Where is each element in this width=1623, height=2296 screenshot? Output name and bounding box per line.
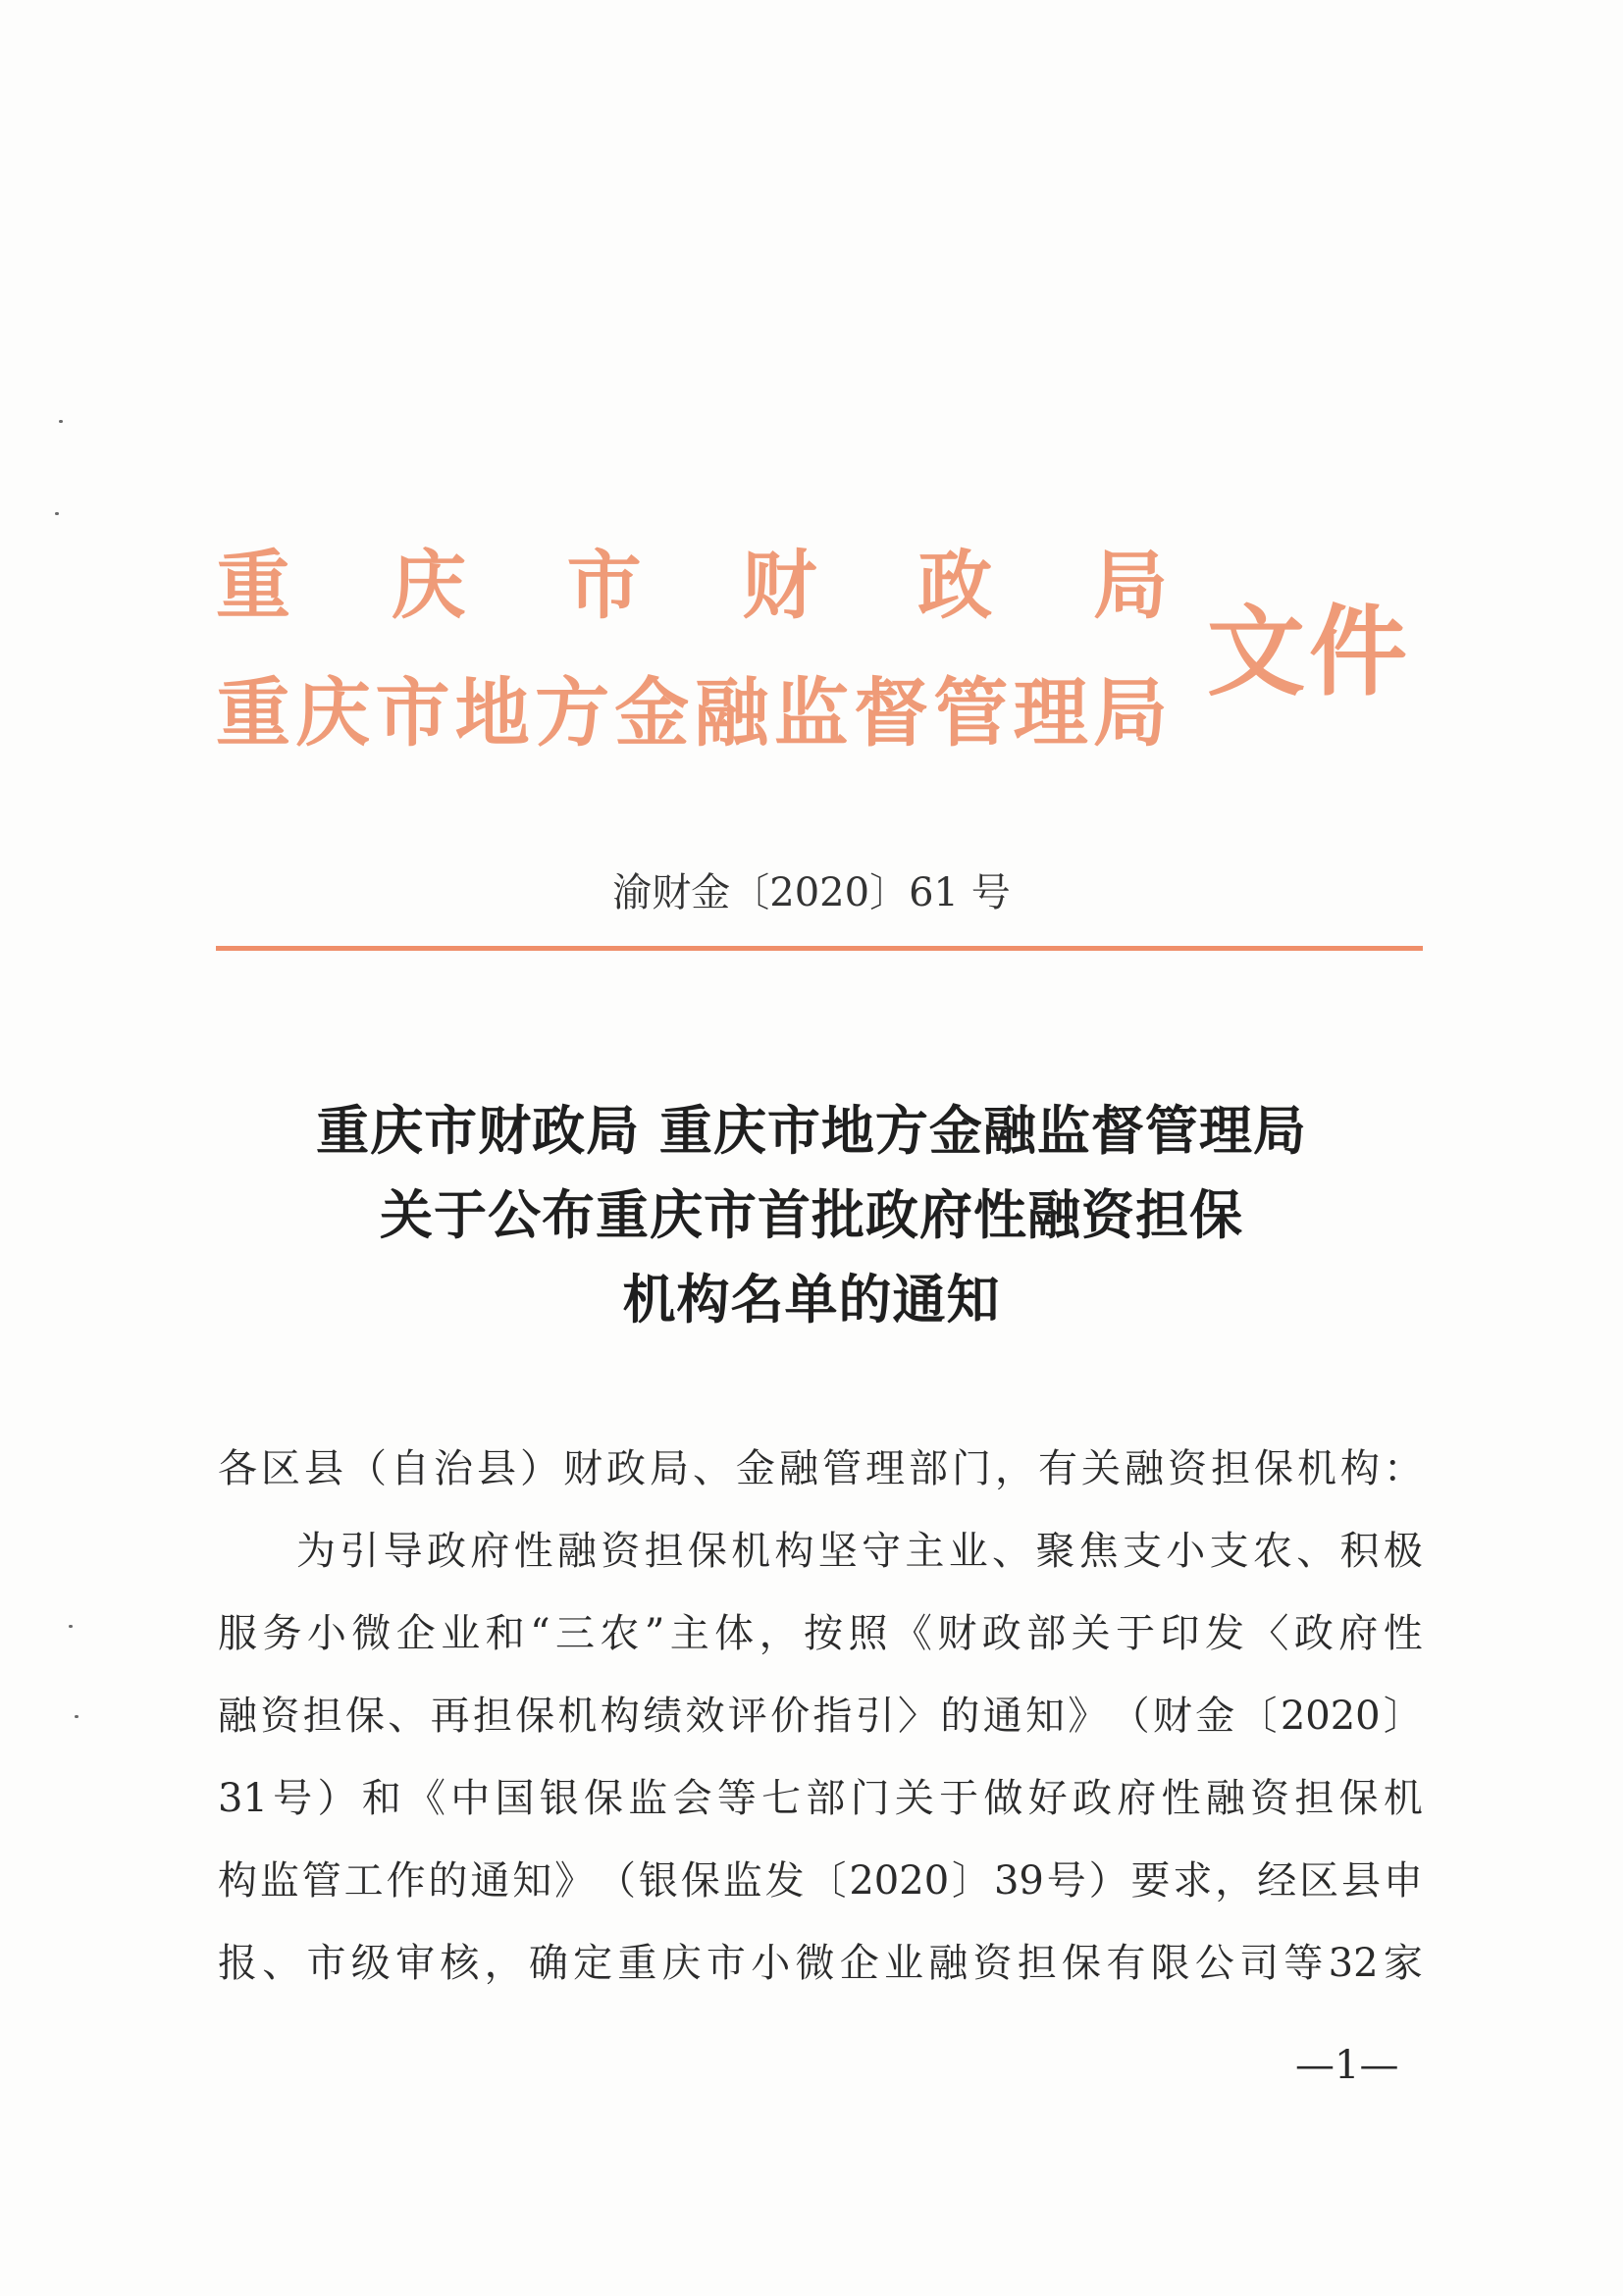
issuer-name-financial-regulation-bureau — [216, 669, 1168, 757]
text-char: 、 — [262, 1941, 302, 1986]
text-char: ” — [644, 1611, 665, 1656]
text-char: 》 — [554, 1858, 595, 1904]
text-char: 经 — [1257, 1858, 1297, 1904]
scan-speck — [55, 512, 59, 515]
text-char: ） — [1088, 1858, 1128, 1904]
text-char: 要 — [1130, 1858, 1171, 1904]
text-char: 号 — [1046, 1858, 1086, 1904]
text-char: 限 — [1150, 1941, 1190, 1986]
text-char: 监 — [628, 1776, 668, 1821]
text-char: 发 — [1204, 1611, 1244, 1656]
paragraph-line — [218, 1687, 1423, 1746]
text-char: 企 — [839, 1941, 879, 1986]
text-char: 会 — [672, 1776, 712, 1821]
text-char: 局 — [650, 1446, 689, 1491]
scan-speck — [59, 420, 63, 423]
text-char: 财 — [1152, 1694, 1192, 1739]
document-label-wenjian: 文件 — [1207, 594, 1411, 709]
text-char: 导 — [383, 1529, 423, 1574]
text-char: 担 — [472, 1694, 512, 1739]
text-char: 担 — [1211, 1446, 1250, 1491]
text-char: 为 — [296, 1529, 336, 1574]
text-char: 财 — [937, 1611, 977, 1656]
text-char: 引 — [340, 1529, 380, 1574]
text-char: 构 — [218, 1858, 257, 1904]
text-char: 业 — [441, 1611, 481, 1656]
text-char: 资 — [1250, 1776, 1290, 1821]
text-char: ， — [1215, 1858, 1255, 1904]
title-line-1: 重庆市财政局 重庆市地方金融监督管理局 — [316, 1099, 1307, 1162]
text-char: 和 — [361, 1776, 401, 1821]
text-char: 融 — [1205, 1776, 1245, 1821]
text-char: 做 — [983, 1776, 1023, 1821]
issuer-char: 融 — [694, 669, 769, 757]
text-char: 性 — [1383, 1611, 1423, 1656]
text-char: 保 — [687, 1529, 727, 1574]
text-char: 金 — [1195, 1694, 1235, 1739]
text-char: 积 — [1339, 1529, 1380, 1574]
text-char: 2020 — [849, 1858, 950, 1904]
title-line-3: 机构名单的通知 — [622, 1268, 1001, 1331]
text-char: 政 — [426, 1529, 466, 1574]
text-char: 政 — [606, 1446, 646, 1491]
text-char: 的 — [428, 1858, 468, 1904]
text-char: 府 — [1117, 1776, 1157, 1821]
text-char: 关 — [1081, 1446, 1121, 1491]
issuer-char: 方 — [535, 669, 610, 757]
text-char: 作 — [386, 1858, 426, 1904]
text-char: 保 — [584, 1776, 624, 1821]
text-char: 31 — [218, 1776, 268, 1821]
text-char: 《 — [892, 1611, 932, 1656]
text-char: 保 — [515, 1694, 555, 1739]
text-char: 、 — [1296, 1529, 1336, 1574]
text-char: 关 — [1071, 1611, 1111, 1656]
text-char: 监 — [722, 1858, 762, 1904]
text-char: 于 — [939, 1776, 979, 1821]
text-char: 有 — [1038, 1446, 1077, 1491]
text-char: 融 — [556, 1529, 597, 1574]
text-char: 申 — [1383, 1858, 1423, 1904]
text-char: 构 — [1340, 1446, 1380, 1491]
text-char: 保 — [1254, 1446, 1293, 1491]
salutation — [218, 1439, 1423, 1498]
text-char: 业 — [883, 1941, 923, 1986]
text-char: 保 — [1338, 1776, 1379, 1821]
text-char: 资 — [1168, 1446, 1207, 1491]
text-char: 中 — [450, 1776, 491, 1821]
text-char: 门 — [952, 1446, 991, 1491]
text-char: 指 — [812, 1694, 853, 1739]
text-char: 评 — [727, 1694, 767, 1739]
issuer-char: 重 — [216, 669, 290, 757]
text-char: 小 — [1166, 1529, 1206, 1574]
text-char: 坚 — [817, 1529, 858, 1574]
text-char: 有 — [1106, 1941, 1146, 1986]
text-char: 县 — [1340, 1858, 1381, 1904]
text-char: 〔 — [807, 1858, 847, 1904]
text-char: 39 — [993, 1858, 1044, 1904]
text-char: 机 — [1383, 1776, 1423, 1821]
text-char: 支 — [1122, 1529, 1162, 1574]
text-char: 业 — [948, 1529, 988, 1574]
text-char: 知 — [512, 1858, 552, 1904]
text-char: 聚 — [1035, 1529, 1075, 1574]
text-char: 效 — [685, 1694, 725, 1739]
text-char: 司 — [1239, 1941, 1280, 1986]
issuer-char: 庆 — [295, 669, 371, 757]
text-char: 守 — [862, 1529, 902, 1574]
text-char: 庆 — [661, 1941, 702, 1986]
text-char: 》 — [1068, 1694, 1108, 1739]
text-char: 〉 — [898, 1694, 937, 1739]
text-char: 部 — [806, 1776, 846, 1821]
scan-speck — [69, 1625, 73, 1628]
text-char: 担 — [302, 1694, 342, 1739]
text-char: 银 — [638, 1858, 678, 1904]
text-char: 市 — [306, 1941, 346, 1986]
text-char: 国 — [495, 1776, 535, 1821]
text-char: 融 — [928, 1941, 969, 1986]
text-char: 性 — [1161, 1776, 1201, 1821]
issuer-char: 局 — [1092, 542, 1168, 629]
text-char: 绩 — [643, 1694, 683, 1739]
text-char: 再 — [430, 1694, 470, 1739]
issuer-char: 监 — [773, 669, 849, 757]
text-char: 机 — [557, 1694, 598, 1739]
text-char: 工 — [343, 1858, 384, 1904]
text-char: ， — [995, 1446, 1034, 1491]
text-char: 、 — [388, 1694, 428, 1739]
text-char: 印 — [1160, 1611, 1200, 1656]
paragraph-line — [218, 1604, 1423, 1663]
text-char: 微 — [795, 1941, 835, 1986]
text-char: 区 — [1299, 1858, 1339, 1904]
text-char: 小 — [306, 1611, 346, 1656]
issuer-char: 管 — [933, 669, 1009, 757]
paragraph-line — [296, 1522, 1423, 1581]
text-char: 县 — [477, 1446, 516, 1491]
text-char: 2020 — [1280, 1694, 1381, 1739]
issuer-char: 财 — [742, 542, 817, 629]
text-char: 体 — [714, 1611, 755, 1656]
issuer-char: 市 — [566, 542, 642, 629]
text-char: 的 — [940, 1694, 980, 1739]
text-char: ， — [484, 1941, 524, 1986]
text-char: 引 — [855, 1694, 895, 1739]
text-char: 监 — [259, 1858, 299, 1904]
text-char: 定 — [573, 1941, 613, 1986]
text-char: 机 — [1297, 1446, 1336, 1491]
text-char: ） — [520, 1446, 559, 1491]
issuer-name-finance-bureau — [216, 542, 1168, 630]
text-char: 等 — [1283, 1941, 1324, 1986]
text-char: 部 — [909, 1446, 948, 1491]
text-char: 保 — [344, 1694, 385, 1739]
text-char: 极 — [1383, 1529, 1423, 1574]
issuer-char: 重 — [216, 542, 290, 629]
text-char: 农 — [600, 1611, 640, 1656]
text-char: 求 — [1173, 1858, 1213, 1904]
text-char: 构 — [600, 1694, 640, 1739]
text-char: 理 — [865, 1446, 905, 1491]
text-char: 三 — [554, 1611, 595, 1656]
text-char: 知 — [1024, 1694, 1065, 1739]
text-char: 各 — [218, 1446, 257, 1491]
issuer-char: 金 — [614, 669, 690, 757]
text-char: 发 — [764, 1858, 805, 1904]
text-char: 务 — [262, 1611, 302, 1656]
text-char: ， — [759, 1611, 799, 1656]
text-char: （ — [597, 1858, 637, 1904]
text-char: 级 — [350, 1941, 391, 1986]
text-char: 通 — [470, 1858, 510, 1904]
text-char: ： — [1384, 1446, 1423, 1491]
text-char: 32 — [1328, 1941, 1379, 1986]
text-char: 融 — [779, 1446, 818, 1491]
text-char: 七 — [761, 1776, 802, 1821]
text-char: （ — [347, 1446, 387, 1491]
text-char: 政 — [981, 1611, 1021, 1656]
paragraph-line — [218, 1934, 1423, 1993]
text-char: 管 — [822, 1446, 862, 1491]
text-char: 金 — [736, 1446, 775, 1491]
text-char: 保 — [1062, 1941, 1102, 1986]
text-char: 府 — [470, 1529, 510, 1574]
text-char: 小 — [751, 1941, 791, 1986]
text-char: 政 — [1293, 1611, 1334, 1656]
paragraph-line — [218, 1769, 1423, 1828]
text-char: 部 — [1026, 1611, 1067, 1656]
issuer-char: 庆 — [391, 542, 466, 629]
text-char: 关 — [894, 1776, 934, 1821]
text-char: 家 — [1383, 1941, 1423, 1986]
text-char: （ — [1110, 1694, 1150, 1739]
text-char: ） — [317, 1776, 357, 1821]
red-divider-line — [216, 946, 1423, 951]
text-char: 〔 — [1237, 1694, 1278, 1739]
page-number: —1— — [1295, 2043, 1399, 2088]
text-char: 政 — [1072, 1776, 1112, 1821]
text-char: 重 — [617, 1941, 657, 1986]
text-char: 企 — [395, 1611, 436, 1656]
text-char: 服 — [218, 1611, 257, 1656]
text-char: 门 — [850, 1776, 890, 1821]
text-char: 融 — [1125, 1446, 1164, 1491]
text-char: 和 — [485, 1611, 525, 1656]
text-char: 保 — [680, 1858, 720, 1904]
text-char: 〈 — [1249, 1611, 1289, 1656]
text-char: 自 — [391, 1446, 430, 1491]
issuer-char: 督 — [854, 669, 929, 757]
text-char: 号 — [273, 1776, 313, 1821]
text-char: 通 — [982, 1694, 1022, 1739]
text-char: 治 — [434, 1446, 473, 1491]
text-char: 好 — [1027, 1776, 1068, 1821]
text-char: 区 — [261, 1446, 300, 1491]
text-char: 融 — [218, 1694, 257, 1739]
text-char: 性 — [513, 1529, 553, 1574]
issuer-char: 地 — [454, 669, 530, 757]
text-char: 资 — [972, 1941, 1013, 1986]
issuer-char: 政 — [917, 542, 993, 629]
text-char: “ — [530, 1611, 550, 1656]
issuer-char: 理 — [1013, 669, 1088, 757]
paragraph-line — [218, 1852, 1423, 1910]
text-char: 主 — [669, 1611, 709, 1656]
issuer-char: 市 — [375, 669, 450, 757]
text-char: 确 — [528, 1941, 568, 1986]
text-char: 〕 — [952, 1858, 992, 1904]
text-char: 焦 — [1078, 1529, 1119, 1574]
text-char: 资 — [601, 1529, 641, 1574]
text-char: 资 — [260, 1694, 300, 1739]
text-char: 〕 — [1383, 1694, 1423, 1739]
text-char: 主 — [905, 1529, 945, 1574]
text-char: 管 — [301, 1858, 341, 1904]
text-char: 核 — [440, 1941, 480, 1986]
text-char: 县 — [304, 1446, 343, 1491]
document-number: 渝财金〔2020〕61 号 — [612, 870, 1011, 915]
text-char: 担 — [644, 1529, 684, 1574]
text-char: 府 — [1338, 1611, 1379, 1656]
text-char: 按 — [804, 1611, 844, 1656]
text-char: 、 — [992, 1529, 1031, 1574]
text-char: 审 — [395, 1941, 436, 1986]
text-char: 银 — [539, 1776, 579, 1821]
text-char: 《 — [405, 1776, 445, 1821]
text-char: 、 — [693, 1446, 732, 1491]
text-char: 构 — [774, 1529, 814, 1574]
title-line-2: 关于公布重庆市首批政府性融资担保 — [380, 1183, 1243, 1246]
text-char: 照 — [848, 1611, 888, 1656]
issuer-char: 局 — [1092, 669, 1168, 757]
text-char: 于 — [1116, 1611, 1156, 1656]
text-char: 公 — [1194, 1941, 1234, 1986]
text-char: 市 — [706, 1941, 746, 1986]
text-char: 支 — [1209, 1529, 1249, 1574]
text-char: 价 — [770, 1694, 811, 1739]
text-char: 微 — [351, 1611, 392, 1656]
text-char: 机 — [731, 1529, 771, 1574]
scan-speck — [75, 1715, 79, 1718]
text-char: 报 — [218, 1941, 257, 1986]
text-char: 担 — [1017, 1941, 1057, 1986]
text-char: 财 — [563, 1446, 602, 1491]
text-char: 等 — [716, 1776, 757, 1821]
text-char: 农 — [1252, 1529, 1292, 1574]
text-char: 担 — [1294, 1776, 1335, 1821]
